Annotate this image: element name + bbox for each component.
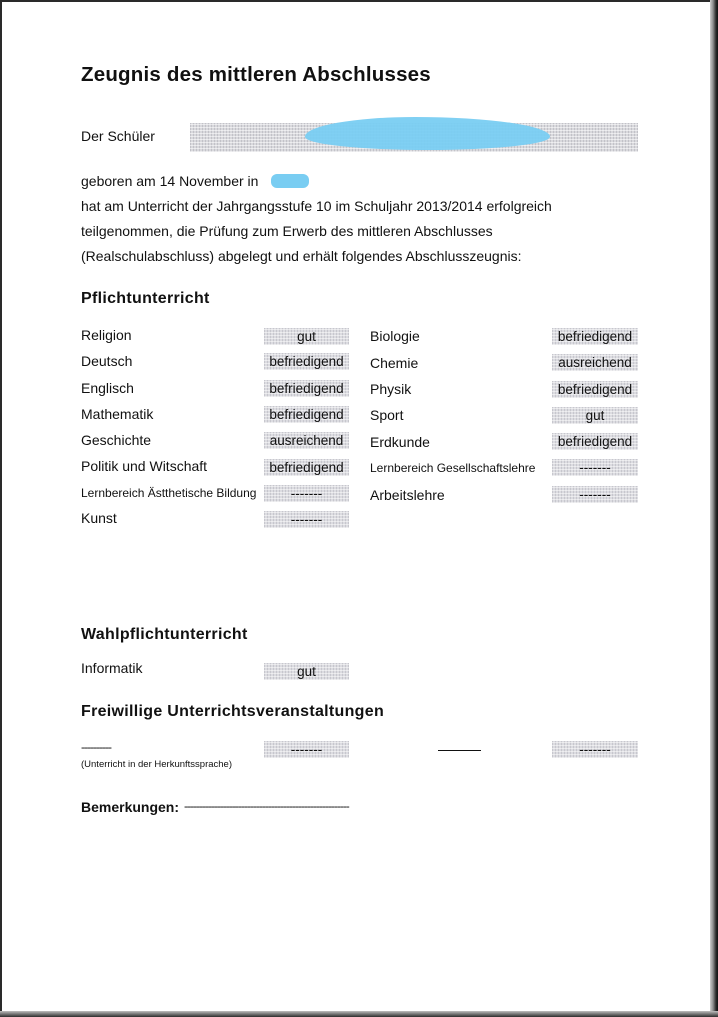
subject-deutsch: Deutsch	[81, 353, 133, 369]
document-title: Zeugnis des mittleren Abschlusses	[81, 63, 431, 86]
subject-gesellschaftslehre: Lernbereich Gesellschaftslehre	[370, 461, 536, 475]
grade-englisch: befriedigend	[264, 380, 349, 397]
wahlpflicht-heading: Wahlpflichtunterricht	[81, 626, 248, 643]
grade-gesellschaftslehre: -------	[552, 459, 638, 476]
freiwillig-right-subject-line	[438, 750, 481, 751]
remarks-label: Bemerkungen:	[81, 799, 180, 815]
grade-biologie: befriedigend	[552, 328, 638, 345]
scan-edge-right	[710, 0, 718, 1017]
grade-aesthetische-bildung: -------	[264, 485, 349, 502]
grade-freiwillig-left: -------	[264, 741, 349, 758]
subject-arbeitslehre: Arbeitslehre	[370, 487, 445, 503]
grade-religion: gut	[264, 328, 349, 345]
subject-politik: Politik und Witschaft	[81, 458, 208, 474]
student-label: Der Schüler	[81, 128, 155, 144]
body-line-3: (Realschulabschluss) abgelegt und erhält folgendes Abschlusszeugnis:	[81, 248, 522, 264]
scan-edge-bottom	[0, 1011, 718, 1017]
subject-religion: Religion	[81, 327, 132, 343]
grade-physik: befriedigend	[552, 381, 638, 398]
scan-edge-left	[0, 0, 2, 1017]
remarks-value: -------------------------------------------------------	[184, 799, 349, 813]
subject-chemie: Chemie	[370, 355, 419, 371]
grade-geschichte: ausreichend	[264, 432, 349, 449]
scan-edge-top	[0, 0, 718, 2]
subject-mathematik: Mathematik	[81, 406, 154, 422]
subject-physik: Physik	[370, 381, 412, 397]
subject-biologie: Biologie	[370, 328, 420, 344]
subject-geschichte: Geschichte	[81, 432, 152, 448]
grade-sport: gut	[552, 407, 638, 424]
subject-aesthetische-bildung: Lernbereich Ästthetische Bildung	[81, 486, 257, 500]
birth-line: geboren am 14 November in	[81, 173, 259, 189]
subject-informatik: Informatik	[81, 660, 143, 676]
redacted-name	[305, 117, 550, 150]
grade-deutsch: befriedigend	[264, 353, 349, 370]
grade-freiwillig-right: -------	[552, 741, 638, 758]
grade-erdkunde: befriedigend	[552, 433, 638, 450]
subject-kunst: Kunst	[81, 510, 117, 526]
grade-informatik: gut	[264, 663, 349, 680]
body-line-1: hat am Unterricht der Jahrgangsstufe 10 im Schuljahr 2013/2014 erfolgreich	[81, 198, 552, 214]
freiwillig-subject-dashes: ----------	[81, 740, 111, 754]
subject-englisch: Englisch	[81, 380, 134, 396]
pflicht-heading: Pflichtunterricht	[81, 290, 210, 307]
freiwillig-heading: Freiwillige Unterrichtsveranstaltungen	[81, 703, 385, 720]
grade-chemie: ausreichend	[552, 354, 638, 371]
subject-erdkunde: Erdkunde	[370, 434, 430, 450]
freiwillig-note: (Unterricht in der Herkunftssprache)	[81, 759, 232, 770]
body-line-2: teilgenommen, die Prüfung zum Erwerb des mittleren Abschlusses	[81, 223, 493, 239]
grade-mathematik: befriedigend	[264, 406, 349, 423]
subject-sport: Sport	[370, 407, 404, 423]
grade-kunst: -------	[264, 511, 349, 528]
grade-politik: befriedigend	[264, 459, 349, 476]
grade-arbeitslehre: -------	[552, 486, 638, 503]
redacted-city	[271, 174, 309, 188]
